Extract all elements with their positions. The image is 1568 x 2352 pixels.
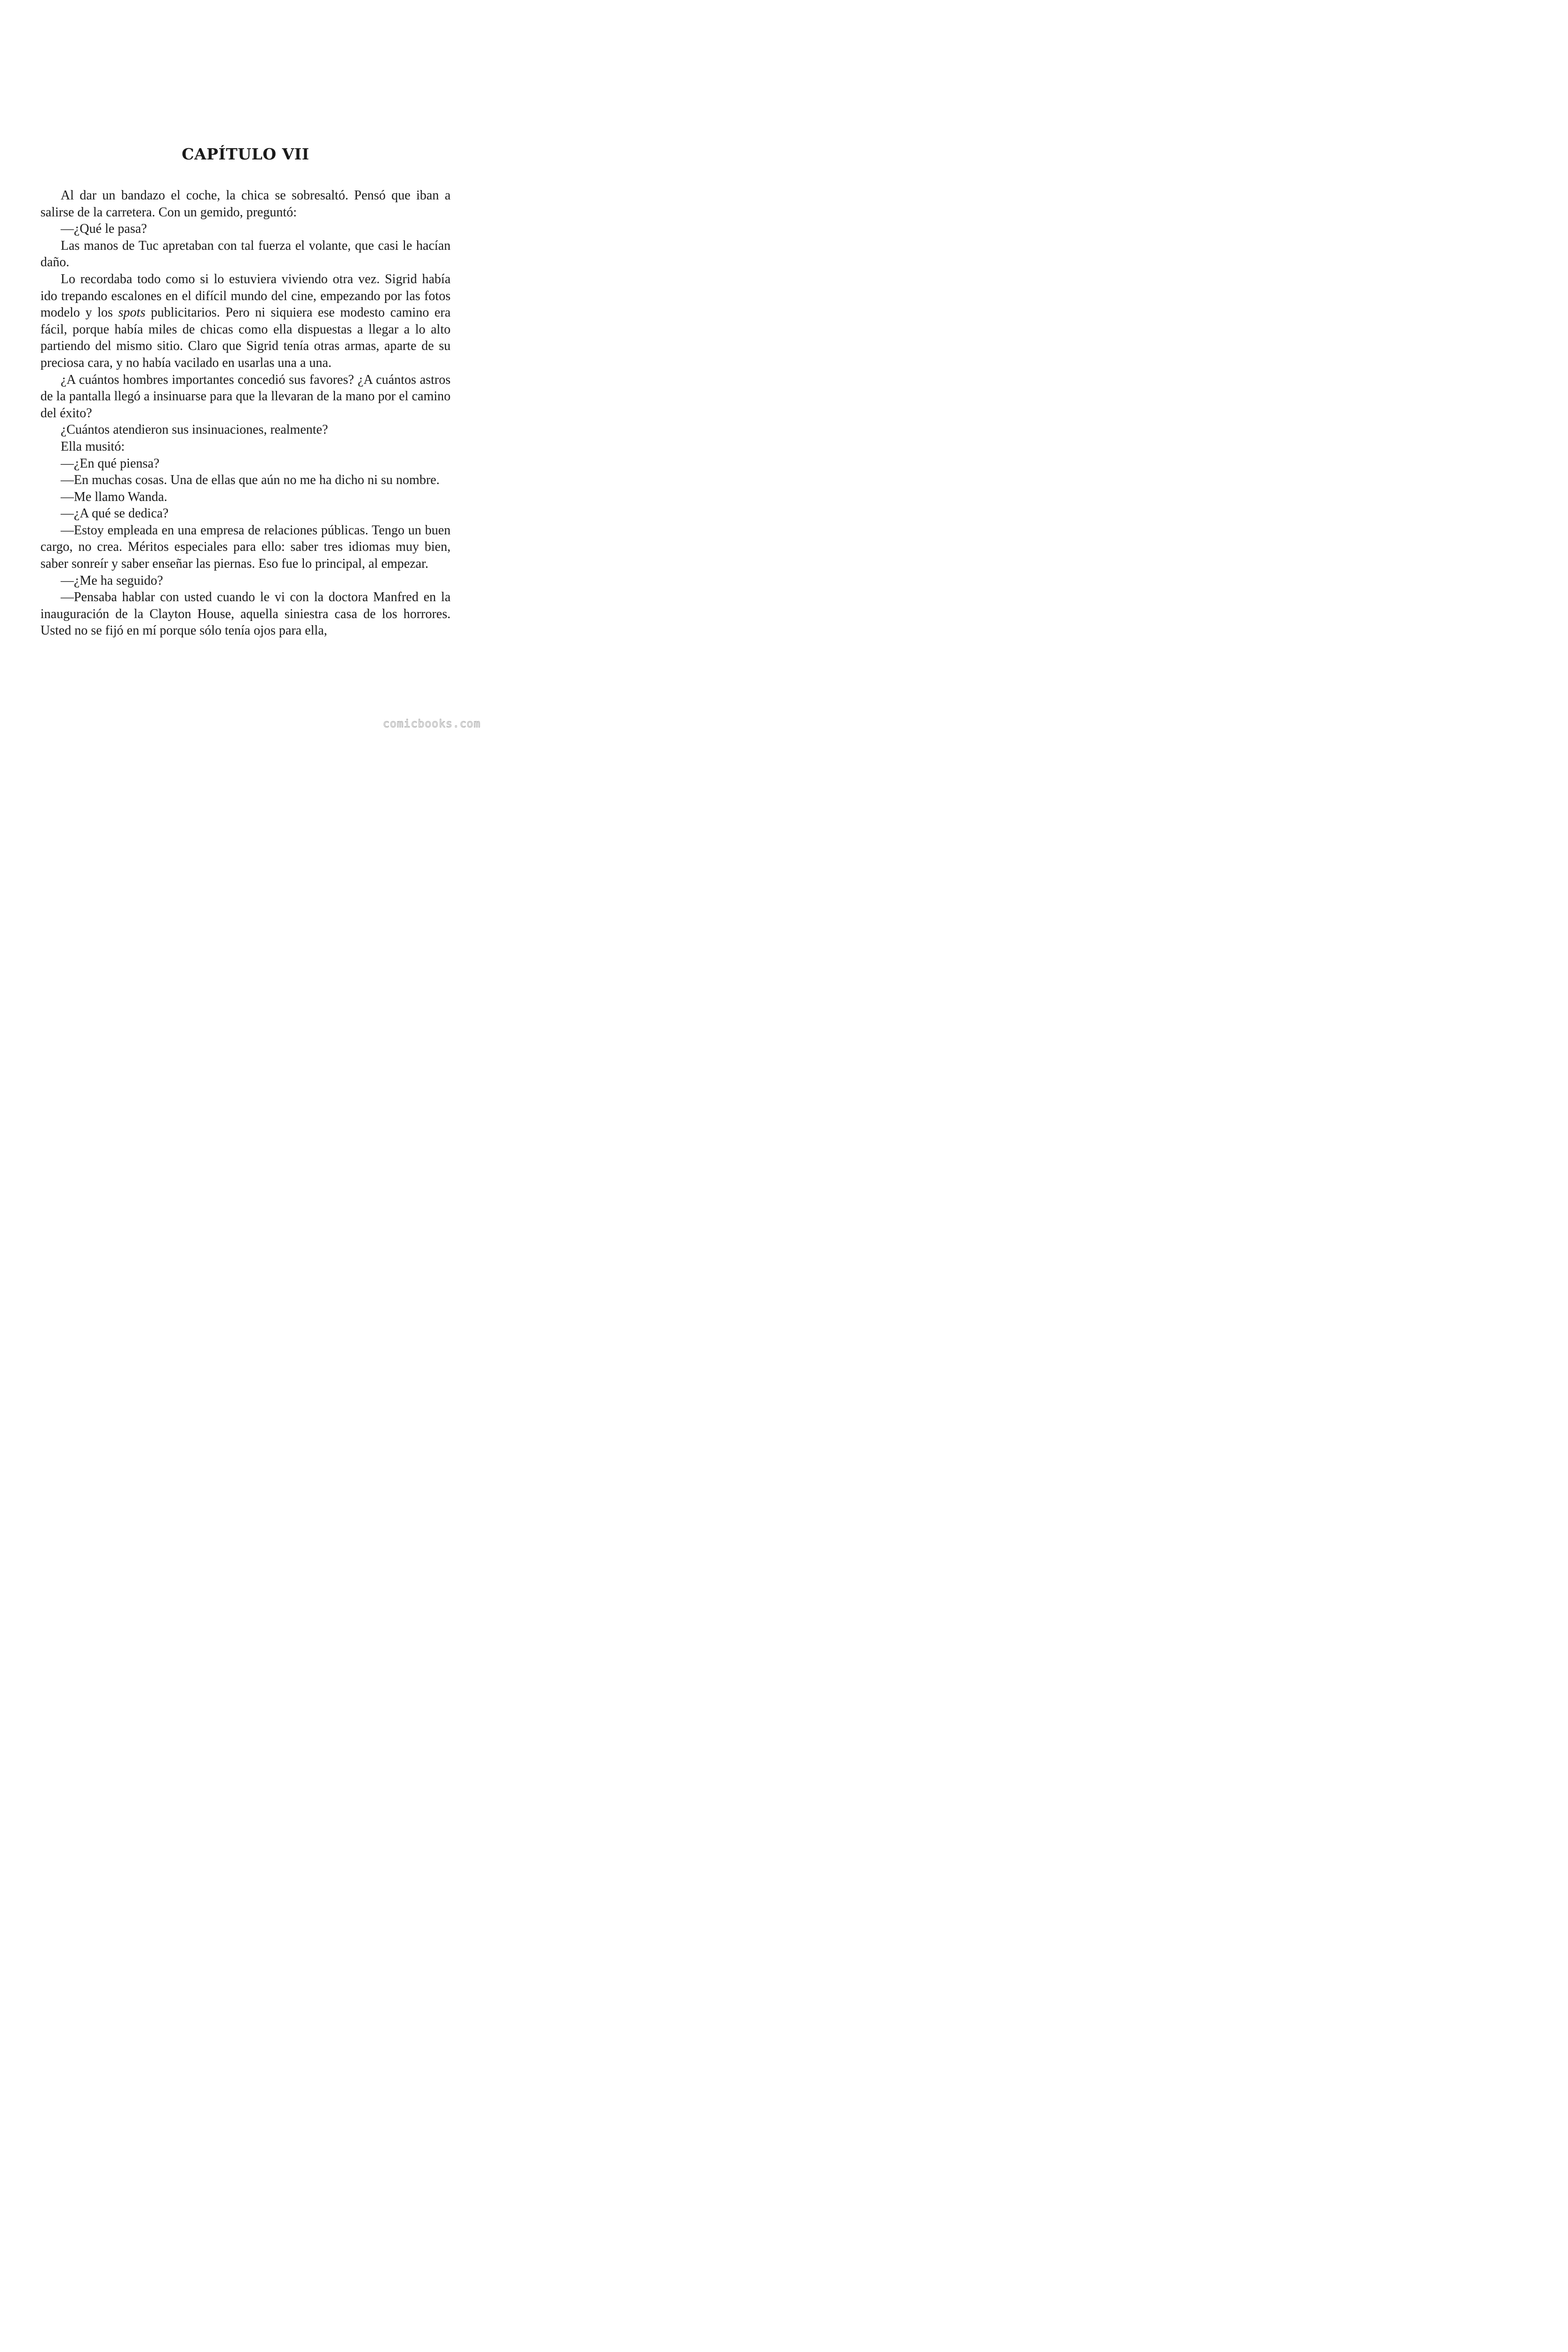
chapter-body <box>40 187 451 639</box>
paragraph: ¿Cuántos atendieron sus insinuaciones, realmente? <box>61 422 328 437</box>
site-watermark: comicbooks.com <box>383 718 481 730</box>
paragraph-text: publicitarios. Pero ni siquiera ese modesto camino era fácil, porque había miles de chicas como ella dispuestas a llegar a lo alto partiendo del mismo sitio. Claro que Sigrid tenía otras armas, aparte de su preciosa cara, y no había vacilado en usarlas una a una. <box>40 305 451 370</box>
book-page <box>0 0 491 738</box>
paragraph: Al dar un bandazo el coche, la chica se sobresaltó. Pensó que iban a salirse de la carretera. Con un gemido, preguntó: <box>40 188 451 220</box>
paragraph: —Pensaba hablar con usted cuando le vi con la doctora Manfred en la inauguración de la Clayton House, aquella siniestra casa de los horrores. Usted no se fijó en mí porque sólo tenía ojos para ella, <box>40 590 451 638</box>
paragraph-text: Lo recordaba todo como si lo estuviera viviendo otra vez. Sigrid había ido trepando escalones en el difícil mundo del cine, empezando por las fotos modelo y los <box>40 271 451 320</box>
paragraph: ¿A cuántos hombres importantes concedió sus favores? ¿A cuántos astros de la pantalla llegó a insinuarse para que la llevaran de la mano por el camino del éxito? <box>40 372 451 421</box>
paragraph <box>40 271 451 372</box>
paragraph: —¿A qué se dedica? <box>61 506 169 521</box>
paragraph: —Estoy empleada en una empresa de relaciones públicas. Tengo un buen cargo, no crea. Méritos especiales para ello: saber tres idiomas muy bien, saber sonreír y saber enseñar las piernas. Eso fue lo principal, al empezar. <box>40 523 451 572</box>
italic-term: spots <box>118 305 146 320</box>
chapter-title: CAPÍTULO VII <box>182 145 309 163</box>
paragraph: —¿Me ha seguido? <box>61 573 163 588</box>
paragraph: Las manos de Tuc apretaban con tal fuerza el volante, que casi le hacían daño. <box>40 238 451 270</box>
paragraph: Ella musitó: <box>61 439 125 454</box>
paragraph: —Me llamo Wanda. <box>61 489 167 504</box>
paragraph: —¿En qué piensa? <box>61 456 159 471</box>
paragraph: —En muchas cosas. Una de ellas que aún no me ha dicho ni su nombre. <box>61 473 440 488</box>
paragraph: —¿Qué le pasa? <box>61 222 147 237</box>
